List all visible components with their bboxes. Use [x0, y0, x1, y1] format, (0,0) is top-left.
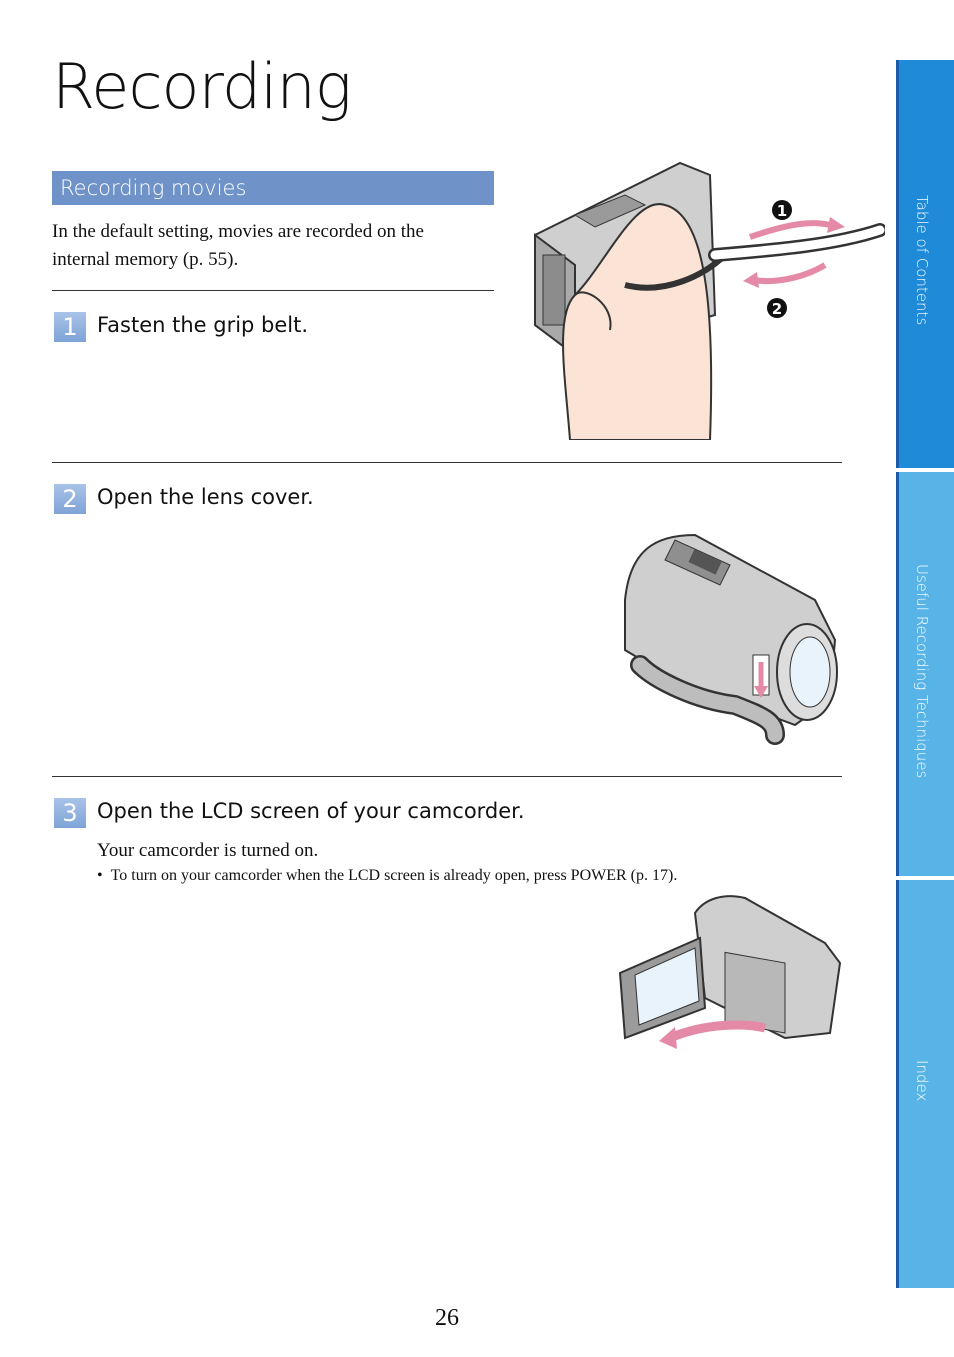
grip-belt-illustration	[515, 155, 885, 440]
section-heading: Recording movies	[52, 171, 494, 205]
step-3-badge: 3	[54, 798, 86, 828]
step-2-text: Open the lens cover.	[97, 485, 314, 509]
step-1-text: Fasten the grip belt.	[97, 313, 309, 337]
step-3-text: Open the LCD screen of your camcorder.	[97, 799, 525, 823]
tab-label: Useful Recording Techniques	[913, 564, 931, 779]
tab-label: Index	[913, 1060, 931, 1102]
bullet-text: To turn on your camcorder when the LCD screen is already open, press POWER (p. 17).	[110, 867, 678, 884]
page-number: 26	[435, 1305, 459, 1331]
divider	[52, 776, 842, 777]
divider	[52, 290, 494, 291]
lens-cover-illustration	[615, 530, 845, 755]
tab-useful-recording-techniques[interactable]	[896, 472, 954, 876]
lcd-open-illustration	[615, 893, 845, 1053]
tab-index[interactable]	[896, 880, 954, 1288]
marker-2: 2	[771, 300, 783, 318]
divider	[52, 462, 842, 463]
step-3-detail: Your camcorder is turned on.	[97, 840, 319, 861]
step-2-badge: 2	[54, 484, 86, 514]
page-title: Recording	[52, 50, 351, 123]
bullet-dot-icon: •	[97, 867, 111, 884]
marker-1: 1	[776, 202, 788, 220]
intro-text: In the default setting, movies are recorded on the internal memory (p. 55).	[52, 221, 424, 270]
step-3-bullet	[97, 867, 677, 885]
step-1-badge: 1	[54, 312, 86, 342]
tab-table-of-contents[interactable]	[896, 60, 954, 468]
tab-label: Table of Contents	[913, 195, 931, 326]
